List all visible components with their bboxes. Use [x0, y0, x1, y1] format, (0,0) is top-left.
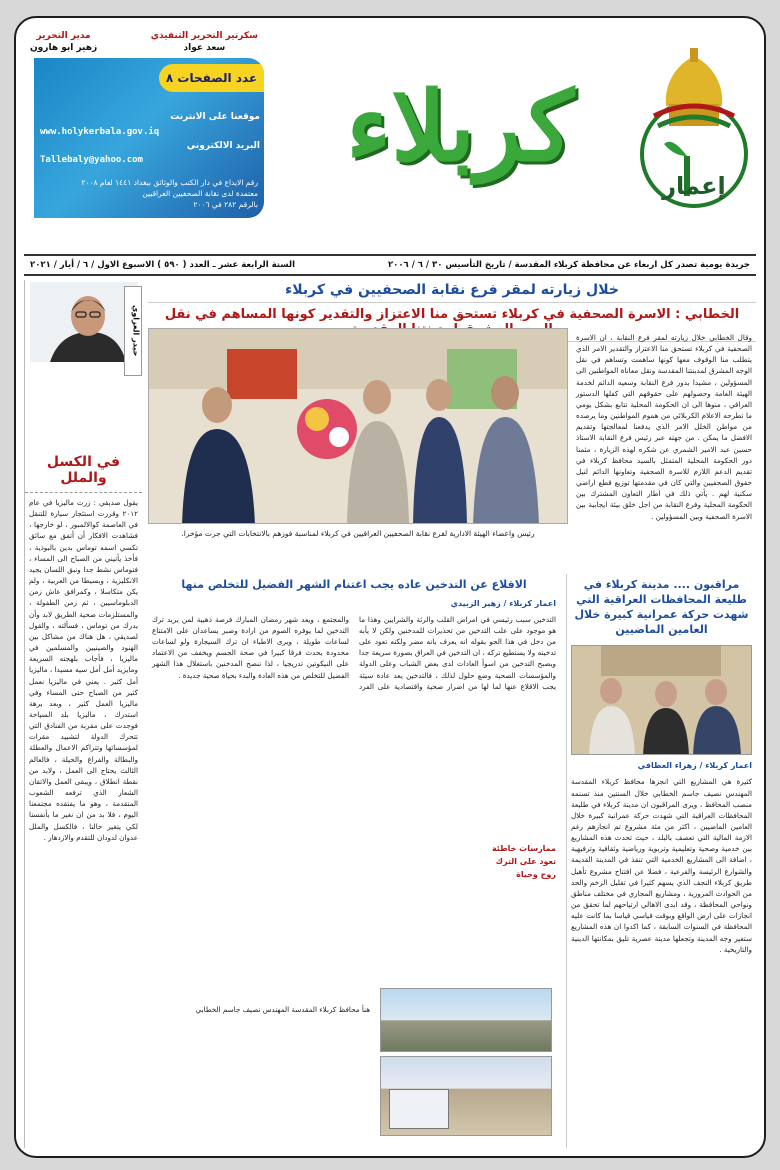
smoking-text: التدخين سبب رئيسي في امراض القلب والرئة والشرايين وهذا ما هو موجود على علب التدخين من تحذيرات للمدخنين ولكن لا يأبه من دخل في هذا الجو بقوله انه يعرف بانه مضر ولكنه تعود على تدخينه ولا يستطيع تركه ، ان التدخين في العراق بصورة سريعة جدا ويصبح التدخين من اسوأ العادات لدى بعض الشباب وعلى الدولة والمؤسسات الصحية وضع حلول لذلك ، فالتدخين يعد عادة سيئة يجب الاقلاع عنها لما لها من اضرار صحية واقتصادية على الفرد والمجتمع ، ويعد شهر رمضان المبارك فرصة ذهبية لمن يريد ترك التدخين لما يوفره الصوم من ارادة وصبر يساعدان على الامتناع لساعات طويلة ، ويرى الاطباء ان ترك السيجارة ولو لساعات محدودة يحدث فرقا كبيرا في صحة الجسم ويخفف من الاعتماد على النيكوتين تدريجيا ، لذا ننصح المدخنين باستغلال هذا الشهر الفضيل للتخلص من هذه العادة والبدء بحياة صحية جديدة . [152, 614, 556, 691]
issue-description: جريدة يومية تصدر كل اربعاء عن محافظة كربلاء المقدسة / تاريخ التأسيس ٣٠ / ٦ / ٢٠٠٦ [387, 260, 750, 270]
secretary-role: سكرتير التحرير التنفيذي [150, 31, 258, 41]
author-name: حيدر العزاوي [124, 286, 142, 376]
website-link[interactable]: www.holykerbala.gov.iq [40, 126, 160, 137]
masthead [24, 24, 760, 254]
street-photos [376, 984, 556, 1140]
publication-info [24, 24, 264, 254]
lead-story [148, 328, 756, 564]
main-content [148, 280, 756, 1148]
author-photo [30, 282, 138, 362]
construction-text: كثيرة هي المشاريع التي انجزها محافظ كربلاء المقدسة المهندس نصيف جاسم الخطابي خلال السنتين منذ تسنمه منصب المحافظ ، ويرى المراقبون ان مدينة كربلاء في طليعة المحافظات العراقية التي شهدت حركة عمرانية كبيرة خلال العامين الماضيين ، اكثر من مئة مشروع تم انجازهم رغم الازمة المالية التي تعصف بالبلد ، حيث تحدث هذه المشاريع بين خدمية وصحية وتعليمية وتربوية ورياضية وثقافية وترفيهية ، اضافة الى المشاريع الخدمية التي تنفذ في المدينة القديمة والشوارع الرئيسة والفرعية ، فضلا عن افتتاح مشروع تأهيل طريق كربلاء النجف الذي يسهم كثيرا في تقليل الزخم والحد من الحوادث المرورية ، ومشاريع المجاري في مختلف مناطق ونواحي المحافظة ، وقد ابدى الاهالي ارتياحهم لما تحقق من انجازات على ارض الواقع وبوقت قياسي قياسا بما كانت عليه المحافظة في السنوات السابقة ، كما اكدوا ان هذه المشاريع ستغير وجه المدينة وتجعلها مدينة عصرية تليق بمكانتها الدينية والتاريخية . [571, 777, 752, 954]
construction-photo-image [571, 646, 751, 755]
lead-intro-continued: هنأ محافظ كربلاء المقدسة المهندس نصيف جاسم الخطابي [195, 1005, 370, 1014]
issue-number: السنة الرابعة عشر ـ العدد ( ٥٩٠ ) الاسبوع الاول / ٦ / أيار / ٢٠٢١ [30, 260, 295, 270]
info-band [34, 58, 264, 218]
email-link[interactable]: Tallebaly@yahoo.com [40, 155, 143, 166]
construction-story [566, 574, 756, 1148]
accreditation-number: بالرقم ٢٨٢ في ٢٠٠٦ [193, 200, 258, 210]
lead-photo [148, 328, 568, 524]
editor-name: زهير ابو هارون [30, 43, 98, 54]
smoking-story [148, 574, 560, 1148]
street-photo-2 [380, 1056, 552, 1136]
construction-byline: اعمار كربلاء / زهراء العطافي [637, 761, 752, 771]
issue-strip [24, 254, 756, 276]
emblem-text: إعمار [662, 172, 726, 200]
email-label: البريد الالكتروني [186, 141, 260, 152]
section-heading-3: روح وحياة [516, 869, 556, 879]
column-title: في الكسل والملل [25, 454, 142, 493]
construction-photo [571, 645, 752, 755]
lead-kicker: خلال زيارته لمقر فرع نقابة الصحفيين في كربلاء [285, 282, 619, 298]
author-portrait [30, 282, 141, 362]
newspaper-title: كربلاء [346, 70, 574, 183]
lead-caption: رئيس واعضاء الهيئة الادارية لفرع نقابة الصحفيين العراقيين في كربلاء لمناسبة فوزهم بالانتخابات التي جرت مؤخرا. [181, 529, 535, 538]
newspaper-page [14, 16, 766, 1158]
page-count-badge: عدد الصفحات ٨ [159, 64, 264, 92]
editor-role: مدير التحرير [36, 31, 91, 41]
emblem-logo [634, 46, 752, 221]
smoking-headline: الاقلاع عن التدخين عاده يجب اغتنام الشهر الفضيل للتخلص منها [181, 578, 527, 591]
secretary-credit [151, 30, 258, 54]
lead-headline: الخطابي : الاسرة الصحفية في كربلاء تستحق منا الاعتزاز والتقدير كونها المساهم في نقل [148, 302, 756, 342]
logo-area [260, 24, 760, 224]
section-heading-1: ممارسات خاطئة [491, 843, 556, 853]
registration-number: رقم الايداع في دار الكتب والوثائق ببغداد ١٤٤١ لعام ٢٠٠٨ [81, 177, 258, 187]
column-text: يقول صديقي : زرت ماليزيا في عام ٢٠١٢ وقررت استئجار سيارة للتنقل في العاصمة كوالالمبور ، لو خارجها ، فشاهدت الافكار أن أتفق مع سائق تكسي اسمه توماس بدين بالبوذية ، فأخذ يأتيني من الصباح الى المساء ، فتوماس نشط جدا ونبق اللسان يجيد الانكليزية ، وبسيطا من العربية ، ولم يكن متكاسلا ، وكمرافق عاش زمن الدبلوماسيين ، ثم زمن الطفولة ، والمستلزمات صحية الطريق لابد وأن يدرك من توماس ، فسألته ، والقول لصديقي ، هل هناك من مشاكل بين الهنود والصينيين والمسلمين في ماليزيا ، فأجاب بلهجته السريعة ومايزيد أمل أمل سيه مسيدا ، ماليزيا أمل كثير . يعني في ماليزيا نعمل كثير من الصباح حتى المساء وفي ماليزيا العمل كثير ، وبعد برهة استدرك ، ماليزيا بلد السياحة فوجدت على مقربة من الفنادق التي تتحرك الدولة لتشييد مقرات لمؤسساتها وتتراكم الاعمال والعطلة والبطالة والفراغ والحيلة ، فالعالم الثالث يحتاج الى العمل ، ولابد من نقطة انطلاق ، ويبقى العمل والاتقان الشعار الذي ترفعه الشعوب المتقدمة ، وهو ما يفتقده مجتمعنا اليوم ، فلا بد من ان نغير ما بأنفسنا لكي يتغير حالنا ، فالكسل والملل عدوان لدودان للتقدم والازدهار . [29, 498, 138, 842]
staff-credits [24, 24, 264, 54]
construction-headline: مراقبون .... مدينة كربلاء في طليعة المحافظات العراقية التي شهدت حركة عمرانية كبيرة خلال العامين الماضيين [574, 578, 749, 636]
secretary-name: سعد عواد [183, 43, 226, 54]
accreditation: معتمدة لدى نقابة الصحفيين العراقيين [142, 188, 258, 198]
editor-credit [30, 30, 97, 54]
opinion-column [24, 280, 142, 1148]
lead-text: وقال الخطابي خلال زيارته لمقر فرع النقابة ، ان الاسرة الصحفية في كربلاء تستحق منا الاعتزاز والتقدير الامر الذي يتطلب منا الوقوف معها كونها ساهمت وتساهم في نقل الوجه المشرق لمدينتنا المقدسة ونقل معاناة المواطنين الى المسؤولين ، مشيدا بدور فرع النقابة وسعيه الدائم لخدمة الهيئة العامة وحصولهم على حقوقهم التي كفلها الدستور العراقي ، منوها الى ان الحكومة المحلية تتابع بشكل يومي ما تطرحه الاعلام الكربلائي من هموم المواطنين وما يرصده من مواطن الخلل الامر الذي يدفعنا لمعالجتها وتقديم الافضل ما يمكن . من جهته عبر رئيس فرع النقابة الاستاذ حسين عبد الامير الشمري عن شكره لهذه الزيارة ، مثمنا دور الحكومة المحلية المتمثل بالسيد محافظ كربلاء في تقديم الدعم اللازم للاسرة الصحفية وتعاونها الدائم لنيل حقوق الصحفيين والتي كان في مقدمتها توزيع قطع اراضي سكنية لهم . يأتي ذلك في اطار التعاون المشترك بين الحكومة المحلية وفرع النقابة من اجل خلق بيئة ايجابية بين الاسرة الصحفية وبين المسؤولين . [576, 333, 752, 521]
lead-text-block [572, 328, 756, 564]
registration-block [40, 177, 258, 211]
website-label: موقعنا على الانترنت [170, 112, 260, 123]
project-signboard [389, 1089, 449, 1129]
lead-photo-image [148, 329, 567, 524]
section-heading-2: تعود على الترك [495, 856, 556, 866]
contact-block [40, 110, 260, 168]
smoking-byline: اعمار كربلاء / زهير الزبيدي [450, 598, 556, 608]
street-photo-1 [380, 988, 552, 1052]
